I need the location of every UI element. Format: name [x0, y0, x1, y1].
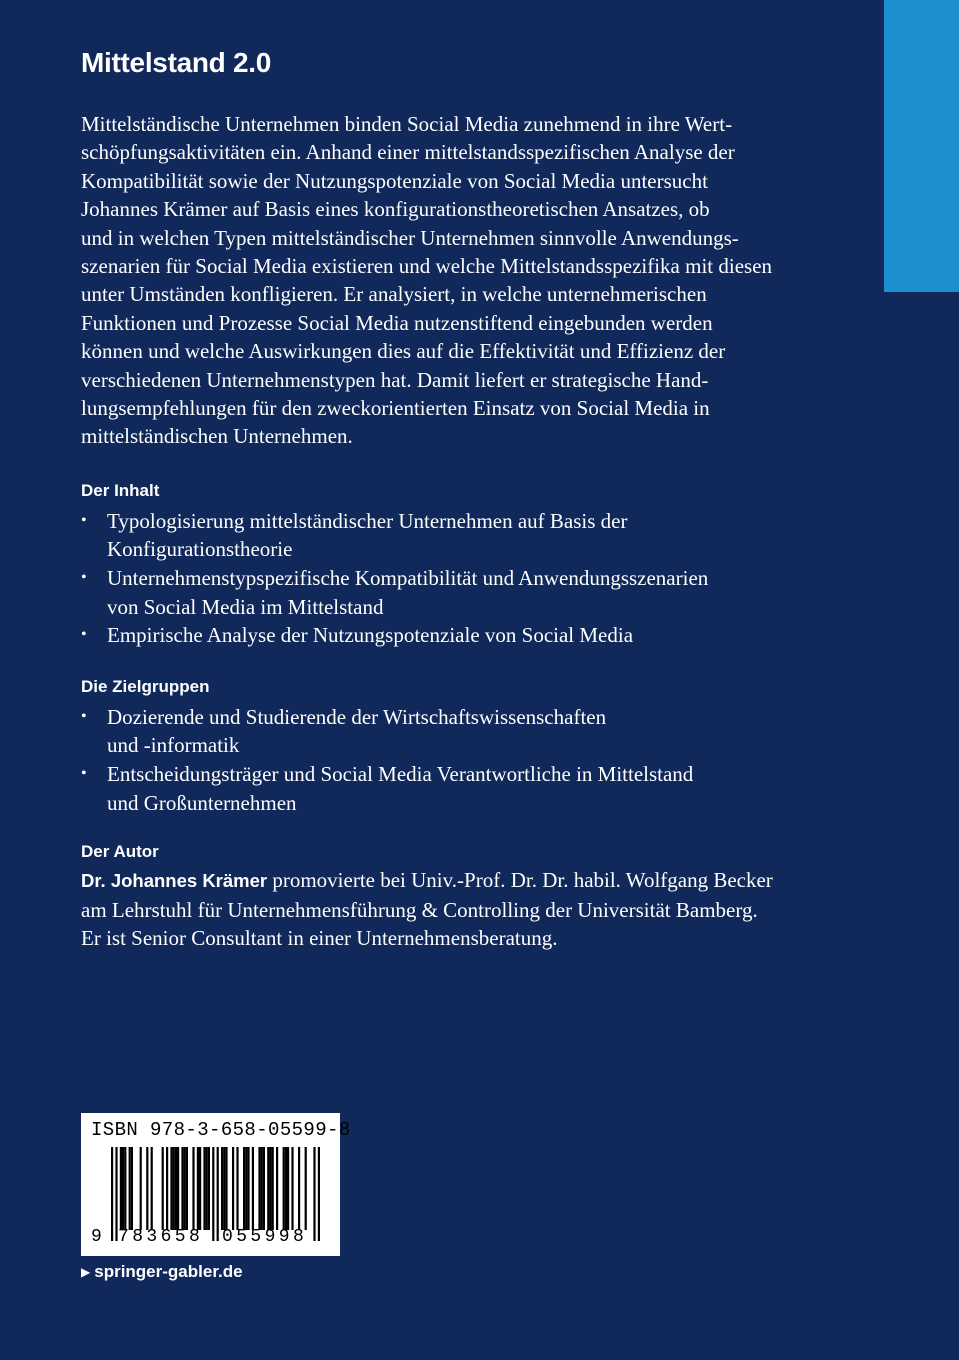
barcode-bar — [197, 1147, 199, 1230]
list-item: • Typologisierung mittelständischer Unternehmen auf Basis der Konfigurationstheorie — [81, 508, 628, 562]
barcode-bar — [131, 1147, 133, 1230]
author-name: Dr. Johannes Krämer — [81, 870, 268, 892]
barcode-bar — [166, 1147, 168, 1230]
barcode-bar — [186, 1147, 188, 1230]
barcode-bar — [122, 1147, 124, 1230]
barcode-bar — [247, 1147, 249, 1230]
barcode-bar — [192, 1147, 194, 1230]
barcode-bar — [261, 1147, 263, 1230]
barcode-bar — [184, 1147, 186, 1230]
list-item: • Entscheidungsträger und Social Media Verantwortliche in Mittelstand und Großunternehmen — [81, 762, 694, 815]
barcode-bar — [283, 1147, 285, 1230]
barcode-bar — [236, 1147, 238, 1230]
barcode-bar — [199, 1147, 201, 1230]
barcode-bar — [212, 1147, 214, 1241]
book-title: Mittelstand 2.0 — [81, 47, 271, 78]
barcode-bar — [298, 1147, 300, 1230]
isbn-label: ISBN 978-3-658-05599-8 — [91, 1119, 351, 1141]
section-heading-autor: Der Autor — [81, 842, 159, 862]
barcode-bar — [269, 1147, 271, 1230]
barcode-bar — [146, 1147, 148, 1230]
website-label: springer-gabler.de — [94, 1262, 243, 1281]
barcode-digits-right: 055998 — [222, 1227, 308, 1247]
accent-bar — [884, 0, 959, 292]
list-item: • Unternehmenstypspezifische Kompatibilität und Anwendungsszenarien von Social Media im Mittelstand — [81, 566, 709, 619]
barcode-bar — [151, 1147, 153, 1230]
barcode-bar — [170, 1147, 172, 1230]
section-heading-zielgruppen: Die Zielgruppen — [81, 676, 210, 696]
barcode-bar — [272, 1147, 274, 1230]
barcode-bar — [263, 1147, 265, 1230]
section-heading-inhalt: Der Inhalt — [81, 480, 160, 500]
list-item: • Dozierende und Studierende der Wirtschaftswissenschaften und -informatik — [81, 704, 607, 758]
barcode-bar — [162, 1147, 164, 1230]
barcode-bar — [173, 1147, 175, 1230]
barcode-bar — [276, 1147, 278, 1230]
publisher-website[interactable] — [81, 1262, 243, 1282]
barcode-bar — [120, 1147, 122, 1230]
barcode-bar — [267, 1147, 269, 1230]
barcode-bar — [305, 1147, 307, 1230]
barcode-bar — [223, 1147, 225, 1230]
barcode-bar — [177, 1147, 179, 1230]
barcode-bar — [285, 1147, 287, 1230]
back-cover-content — [81, 44, 801, 952]
barcode-bar — [287, 1147, 289, 1230]
barcode-bar — [258, 1147, 260, 1230]
inhalt-list — [81, 507, 801, 650]
barcode-bar — [291, 1147, 293, 1230]
barcode-bar — [206, 1147, 208, 1230]
barcode-bar — [225, 1147, 227, 1230]
barcode-bar — [217, 1147, 219, 1241]
barcode-bar — [221, 1147, 223, 1230]
barcode-bar — [318, 1147, 320, 1241]
barcode-bar — [243, 1147, 245, 1230]
barcode-bar — [124, 1147, 126, 1230]
barcode-digits-left: 783658 — [118, 1227, 204, 1247]
barcode-bar — [111, 1147, 113, 1241]
barcode-bar — [203, 1147, 205, 1230]
barcode-bar — [129, 1147, 131, 1230]
zielgruppen-list — [81, 703, 801, 817]
play-arrow-icon: ▶ — [81, 1265, 91, 1279]
barcode-bar — [181, 1147, 183, 1230]
description-paragraph: Mittelständische Unternehmen binden Social Media zunehmend in ihre Wert- schöpfungsaktivitäten ein. Anhand einer mittelstandsspezifischen Analyse der Kompatibilität sowie der Nutzungspotenziale von Social Media untersucht Johannes Krämer auf Basis eines konfigurationstheoretischen Ansatzes, ob und in welchen Typen mittelständischer Unternehmen sinnvolle Anwendungs- szenarien für Social Media existieren und welche Mittelstandsspezifika mit diesen unter Umständen konfligieren. Er analysiert, in welche unternehmerischen Funktionen und Prozesse Social Media nutzenstiftend eingebunden werden können und welche Auswirkungen dies auf die Effektivität und Effizienz der verschiedenen Unternehmenstypen hat. Damit liefert er strategische Hand- lungsempfehlungen für den zweckorientierten Einsatz von Social Media in mittelständischen Unternehmen. — [81, 112, 773, 449]
isbn-barcode — [81, 1113, 351, 1256]
barcode-bar — [232, 1147, 234, 1230]
list-item: • Empirische Analyse der Nutzungspotenziale von Social Media — [81, 623, 634, 648]
barcode-digit-first: 9 — [91, 1227, 102, 1247]
barcode-bar — [252, 1147, 254, 1230]
barcode-bar — [140, 1147, 142, 1230]
barcode-bar — [175, 1147, 177, 1230]
barcode-bar — [313, 1147, 315, 1241]
author-bio: Dr. Johannes Krämer promovierte bei Univ.-Prof. Dr. Dr. habil. Wolfgang Becker am Lehrstuhl für Unternehmensführung & Controlling der Universität Bamberg. Er ist Senior Consultant in einer Unternehmensberatung. — [81, 868, 773, 951]
barcode-bar — [208, 1147, 210, 1230]
barcode-bar — [245, 1147, 247, 1230]
